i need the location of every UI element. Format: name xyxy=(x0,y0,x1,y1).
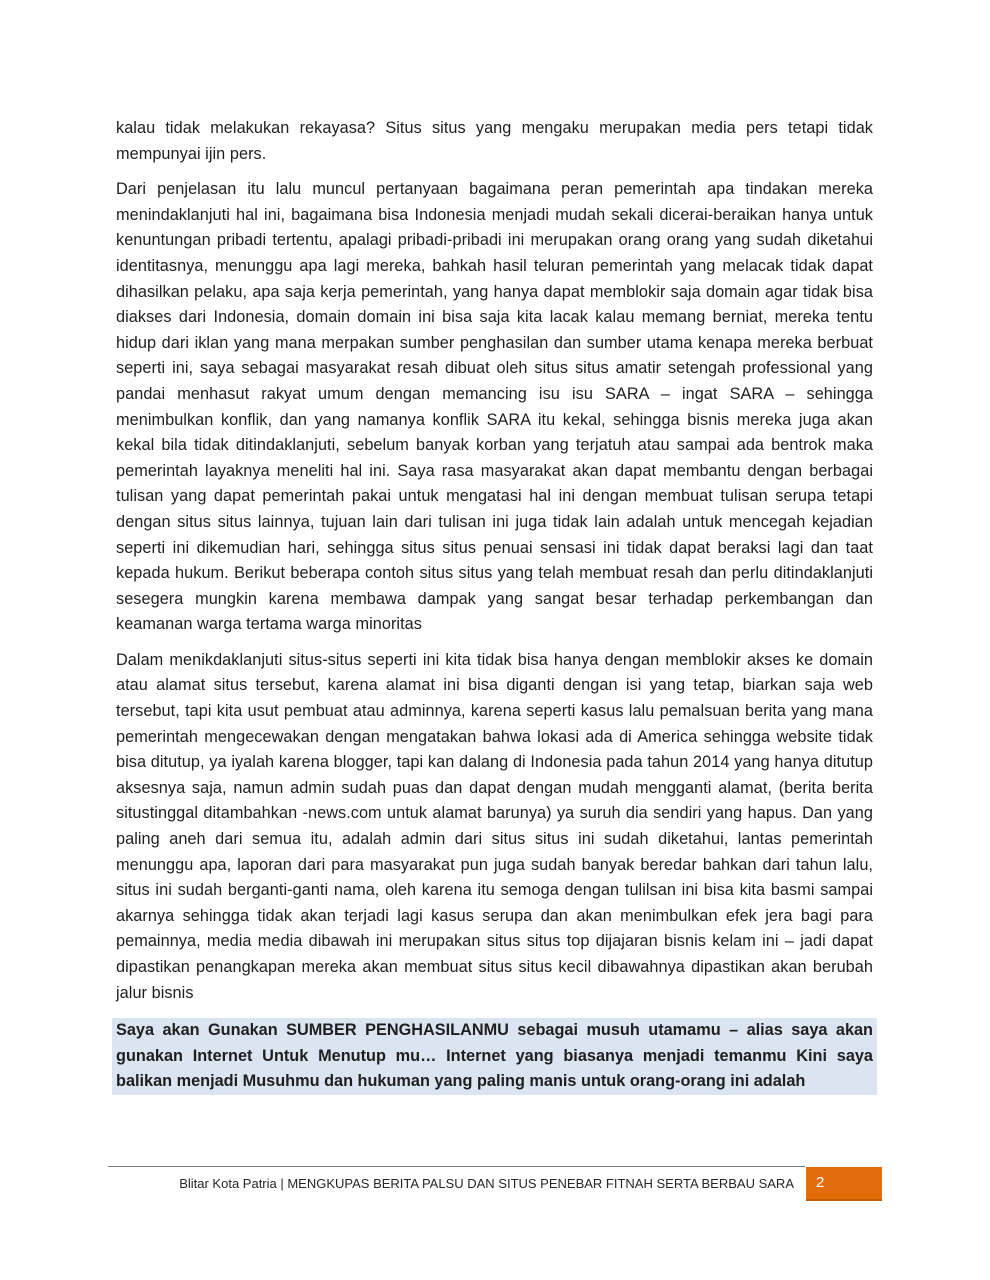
page-body xyxy=(116,116,873,1095)
highlighted-statement: Saya akan Gunakan SUMBER PENGHASILANMU sebagai musuh utamamu – alias saya akan gunakan Internet Untuk Menutup mu… Internet yang biasanya menjadi temanmu Kini saya balikan menjadi Musuhmu dan hukuman yang paling manis untuk orang-orang ini adalah xyxy=(112,1018,877,1095)
page-number-badge xyxy=(806,1167,882,1201)
footer-title: Blitar Kota Patria | MENGKUPAS BERITA PALSU DAN SITUS PENEBAR FITNAH SERTA BERBAU SARA xyxy=(179,1176,794,1191)
paragraph-2: Dari penjelasan itu lalu muncul pertanyaan bagaimana peran pemerintah apa tindakan mereka menindaklanjuti hal ini, bagaimana bisa Indonesia menjadi mudah sekali dicerai-beraikan hanya untuk kenuntungan pribadi tertentu, apalagi pribadi-pribadi ini merupakan orang orang yang sudah diketahui identitasnya, menunggu apa lagi mereka, bahkah hasil teluran pemerintah yang melacak tidak dapat dihasilkan pelaku, apa saja kerja pemerintah, yang hanya dapat memblokir saja domain agar tidak bisa diakses dari Indonesia, domain domain ini bisa saja kita lacak kalau memang berniat, mereka tentu hidup dari iklan yang mana merpakan sumber penghasilan dan sumber utama kenapa mereka berbuat seperti ini, saya sebagai masyarakat resah dibuat oleh situs situs amatir setengah professional yang pandai menhasut rakyat umum dengan memancing isu isu SARA – ingat SARA – sehingga menimbulkan konflik, dan yang namanya konflik SARA itu kekal, sehingga bisnis mereka juga akan kekal bila tidak ditindaklanjuti, sebelum banyak korban yang terjatuh atau sampai ada bentrok maka pemerintah layaknya meneliti hal ini. Saya rasa masyarakat akan dapat membantu dengan berbagai tulisan yang dapat pemerintah pakai untuk mengatasi hal ini dengan membuat tulisan serupa tetapi dengan situs situs lainnya, tujuan lain dari tulisan ini juga tidak lain adalah untuk mencegah kejadian seperti ini dikemudian hari, sehingga situs situs penuai sensasi ini tidak dapat beraksi lagi dan taat kepada hukum. Berikut beberapa contoh situs situs yang telah membuat resah dan perlu ditindaklanjuti sesegera mungkin karena membawa dampak yang sangat besar terhadap perkembangan dan keamanan warga tertama warga minoritas xyxy=(116,180,873,634)
paragraph-3: Dalam menikdaklanjuti situs-situs seperti ini kita tidak bisa hanya dengan memblokir akses ke domain atau alamat situs tersebut, karena alamat ini bisa diganti dengan isi yang tetap, biarkan saja web tersebut, tapi kita usut pembuat atau adminnya, karena seperti kasus lalu pemalsuan berita yang mana pemerintah mengecewakan dengan mengatakan bahwa lokasi ada di America sehingga website tidak bisa ditutup, ya iyalah karena blogger, tapi kan dalang di Indonesia pada tahun 2014 yang hanya ditutup aksesnya saja, namun admin sudah puas dan dapat dengan mudah mengganti alamat, (berita berita situstinggal ditambahkan -news.com untuk alamat barunya) ya suruh dia sendiri yang hapus. Dan yang paling aneh dari semua itu, adalah admin dari situs situs ini sudah diketahui, lantas pemerintah menunggu apa, laporan dari para masyarakat pun juga sudah banyak beredar bahkan dari tahun lalu, situs ini sudah berganti-ganti nama, oleh karena itu semoga dengan tulilsan ini bisa kita basmi sampai akarnya sehingga tidak akan terjadi lagi kasus serupa dan akan menimbulkan efek jera bagi para pemainnya, media media dibawah ini merupakan situs situs top dijajaran bisnis kelam ini – jadi dapat dipastikan penangkapan mereka akan membuat situs situs kecil dibawahnya dipastikan akan berubah jalur bisnis xyxy=(116,650,873,1002)
footer-divider xyxy=(108,1166,805,1167)
page-number: 2 xyxy=(816,1174,825,1191)
paragraph-1: kalau tidak melakukan rekayasa? Situs situs yang mengaku merupakan media pers tetapi tidak mempunyai ijin pers. xyxy=(116,119,873,163)
